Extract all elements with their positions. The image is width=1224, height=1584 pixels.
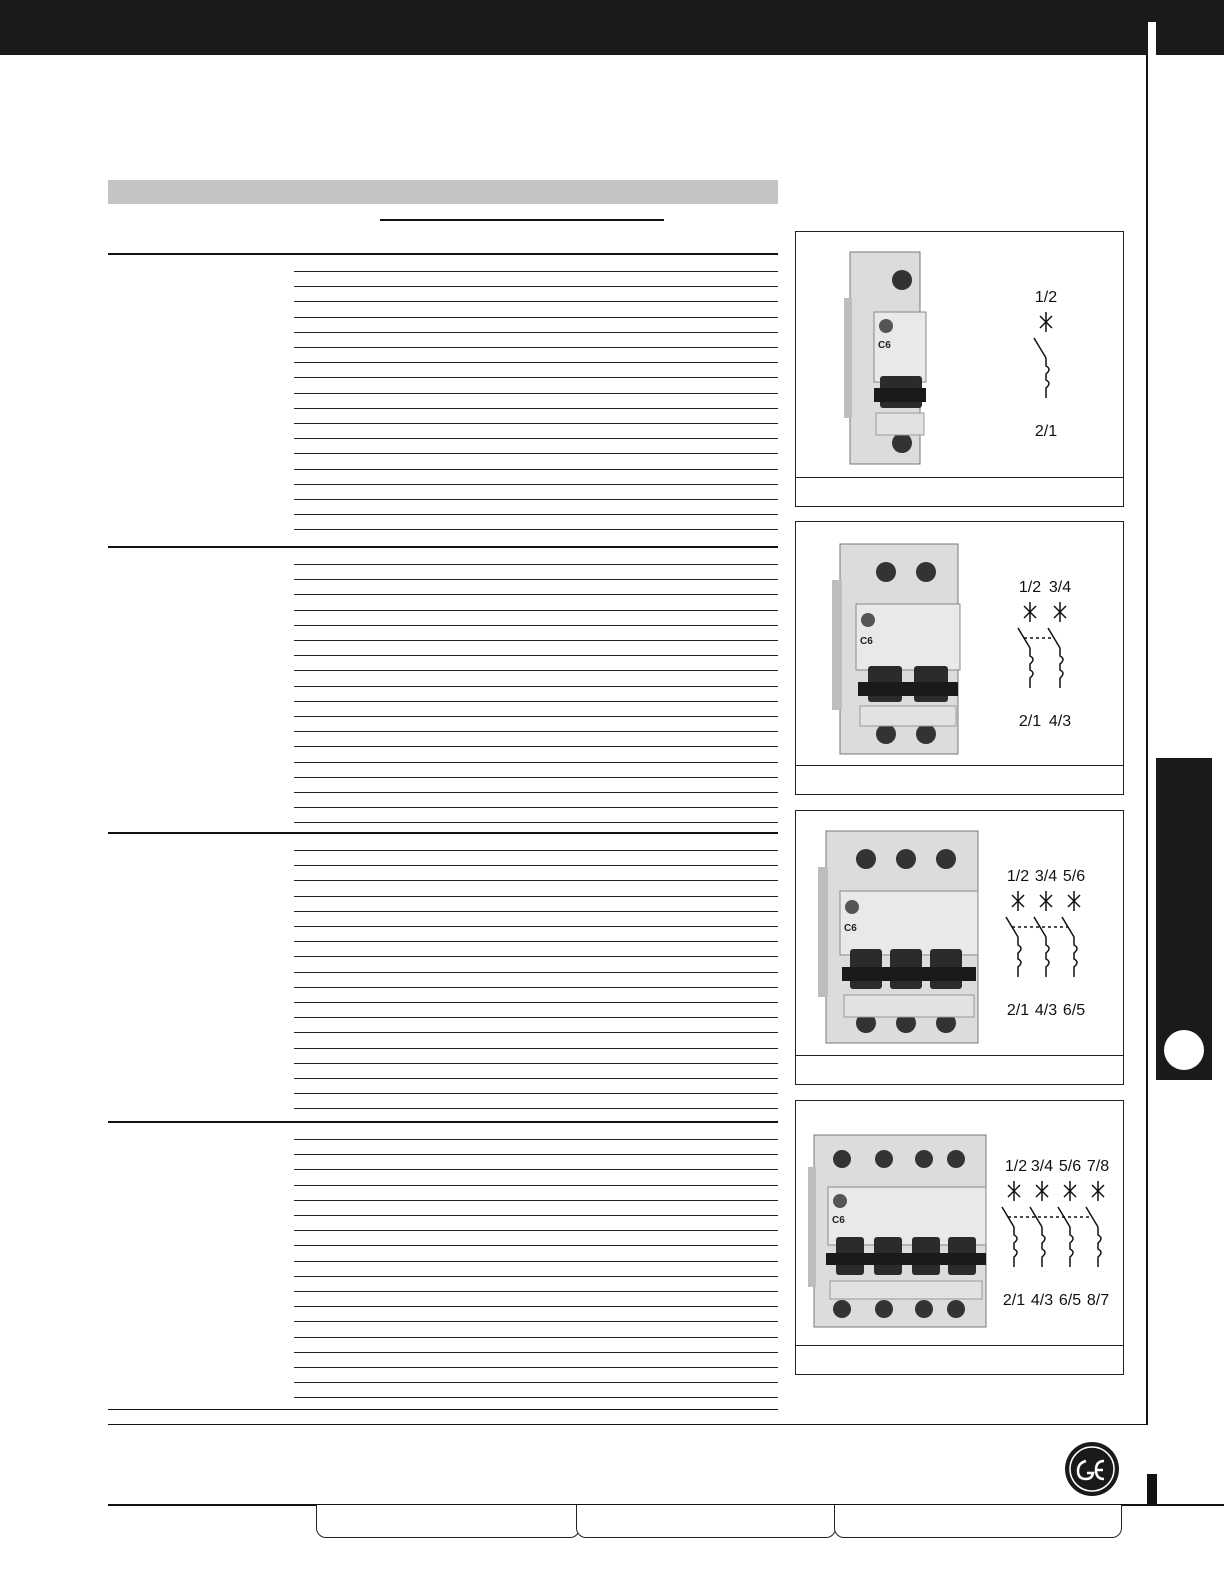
svg-text:4/3: 4/3: [1048, 713, 1072, 730]
table-row-line: [294, 1245, 778, 1246]
ge-monogram-icon: [1064, 1441, 1120, 1497]
table-row-line: [294, 1002, 778, 1003]
product-box-2-pole: [795, 521, 1124, 795]
footer-tab-1[interactable]: [316, 1505, 580, 1538]
table-row-line: [294, 716, 778, 717]
table-row-line: [294, 1337, 778, 1338]
table-row-line: [294, 762, 778, 763]
table-row-line: [294, 1215, 778, 1216]
table-row-line: [294, 610, 778, 611]
product-caption-strip: [796, 1055, 1123, 1084]
svg-text:8/7: 8/7: [1086, 1292, 1110, 1309]
table-row-line: [294, 362, 778, 363]
table-row-line: [294, 670, 778, 671]
corner-mark: [1147, 1474, 1157, 1506]
table-row-line: [294, 347, 778, 348]
table-row-line: [294, 1032, 778, 1033]
table-row-line: [294, 514, 778, 515]
table-row-line: [294, 640, 778, 641]
table-row-line: [294, 1306, 778, 1307]
wiring-schematic-4-pole: [996, 1153, 1118, 1315]
svg-text:2/1: 2/1: [1006, 1002, 1030, 1019]
svg-text:C6: C6: [844, 923, 857, 934]
breaker-photo-3-pole: [814, 827, 984, 1049]
svg-text:1/2: 1/2: [1034, 289, 1058, 306]
table-row-line: [294, 746, 778, 747]
table-group-2-pole: [108, 546, 778, 831]
table-row-line: [294, 1382, 778, 1383]
svg-text:4/3: 4/3: [1030, 1292, 1054, 1309]
right-margin-rule: [1146, 55, 1148, 1425]
table-row-line: [294, 655, 778, 656]
wiring-schematic-3-pole: [998, 863, 1102, 1025]
column-heading-rule: [380, 219, 664, 221]
table-group-1-pole: [108, 253, 778, 543]
product-caption-strip: [796, 477, 1123, 506]
table-row-line: [294, 1230, 778, 1231]
table-row-line: [294, 286, 778, 287]
svg-text:5/6: 5/6: [1058, 1158, 1082, 1175]
table-group-3-pole: [108, 832, 778, 1120]
table-row-line: [294, 1276, 778, 1277]
svg-text:4/3: 4/3: [1034, 1002, 1058, 1019]
svg-text:1/2: 1/2: [1018, 579, 1042, 596]
table-row-line: [294, 1154, 778, 1155]
breaker-photo-4-pole: [806, 1131, 992, 1331]
table-row-line: [294, 1048, 778, 1049]
table-row-line: [294, 469, 778, 470]
table-row-line: [294, 1017, 778, 1018]
footer-tab-2[interactable]: [576, 1505, 836, 1538]
svg-text:7/8: 7/8: [1086, 1158, 1110, 1175]
svg-text:2/1: 2/1: [1034, 423, 1058, 440]
table-row-line: [294, 332, 778, 333]
table-row-line: [294, 926, 778, 927]
table-row-line: [294, 1185, 778, 1186]
table-row-line: [294, 317, 778, 318]
svg-text:2/1: 2/1: [1018, 713, 1042, 730]
table-row-line: [294, 850, 778, 851]
wiring-schematic-1-pole: [1022, 284, 1072, 444]
product-box-3-pole: [795, 810, 1124, 1085]
page-bottom-rule: [108, 1424, 1148, 1425]
table-row-line: [294, 911, 778, 912]
svg-text:5/6: 5/6: [1062, 868, 1086, 885]
table-row-line: [294, 1169, 778, 1170]
svg-text:3/4: 3/4: [1030, 1158, 1054, 1175]
table-row-line: [294, 1139, 778, 1140]
wiring-schematic-2-pole: [1006, 574, 1082, 736]
table-row-line: [294, 579, 778, 580]
product-box-4-pole: [795, 1100, 1124, 1375]
table-header-band: [108, 180, 778, 204]
table-row-line: [294, 1397, 778, 1398]
table-row-line: [294, 1352, 778, 1353]
table-row-line: [294, 792, 778, 793]
table-row-line: [294, 1078, 778, 1079]
table-row-line: [294, 594, 778, 595]
table-row-line: [294, 941, 778, 942]
svg-text:2/1: 2/1: [1002, 1292, 1026, 1309]
table-row-line: [294, 880, 778, 881]
svg-text:3/4: 3/4: [1048, 579, 1072, 596]
table-row-line: [294, 438, 778, 439]
top-header-bar: [0, 0, 1224, 55]
table-row-line: [294, 453, 778, 454]
table-row-line: [294, 529, 778, 530]
table-row-line: [294, 777, 778, 778]
table-row-line: [294, 807, 778, 808]
svg-text:C6: C6: [832, 1215, 845, 1226]
svg-text:C6: C6: [878, 340, 891, 351]
svg-text:6/5: 6/5: [1058, 1292, 1082, 1309]
header-notch: [1148, 22, 1156, 55]
table-row-line: [294, 1321, 778, 1322]
table-row-line: [294, 564, 778, 565]
table-group-4-pole: [108, 1121, 778, 1406]
table-row-line: [294, 731, 778, 732]
table-row-line: [294, 956, 778, 957]
table-row-line: [294, 423, 778, 424]
table-row-line: [294, 865, 778, 866]
svg-text:1/2: 1/2: [1006, 868, 1030, 885]
product-caption-strip: [796, 765, 1123, 794]
svg-text:C6: C6: [860, 636, 873, 647]
table-row-line: [294, 1108, 778, 1109]
footer-tab-3[interactable]: [834, 1505, 1122, 1538]
table-row-line: [294, 625, 778, 626]
table-row-line: [294, 377, 778, 378]
product-box-1-pole: [795, 231, 1124, 507]
table-row-line: [294, 408, 778, 409]
table-row-line: [294, 1367, 778, 1368]
table-row-line: [294, 1093, 778, 1094]
svg-text:6/5: 6/5: [1062, 1002, 1086, 1019]
table-row-line: [294, 484, 778, 485]
table-row-line: [294, 499, 778, 500]
section-tab-marker: [1164, 1030, 1204, 1070]
breaker-photo-1-pole: [844, 248, 934, 468]
table-row-line: [294, 987, 778, 988]
table-row-line: [294, 972, 778, 973]
table-row-line: [294, 1291, 778, 1292]
table-row-line: [294, 301, 778, 302]
table-row-line: [294, 896, 778, 897]
table-row-line: [294, 271, 778, 272]
table-row-line: [294, 686, 778, 687]
table-bottom-rule: [108, 1409, 778, 1410]
breaker-photo-2-pole: [828, 540, 968, 758]
table-row-line: [294, 1261, 778, 1262]
svg-text:3/4: 3/4: [1034, 868, 1058, 885]
product-caption-strip: [796, 1345, 1123, 1374]
table-row-line: [294, 701, 778, 702]
table-row-line: [294, 1200, 778, 1201]
svg-text:1/2: 1/2: [1004, 1158, 1028, 1175]
table-row-line: [294, 1063, 778, 1064]
table-row-line: [294, 822, 778, 823]
table-row-line: [294, 393, 778, 394]
